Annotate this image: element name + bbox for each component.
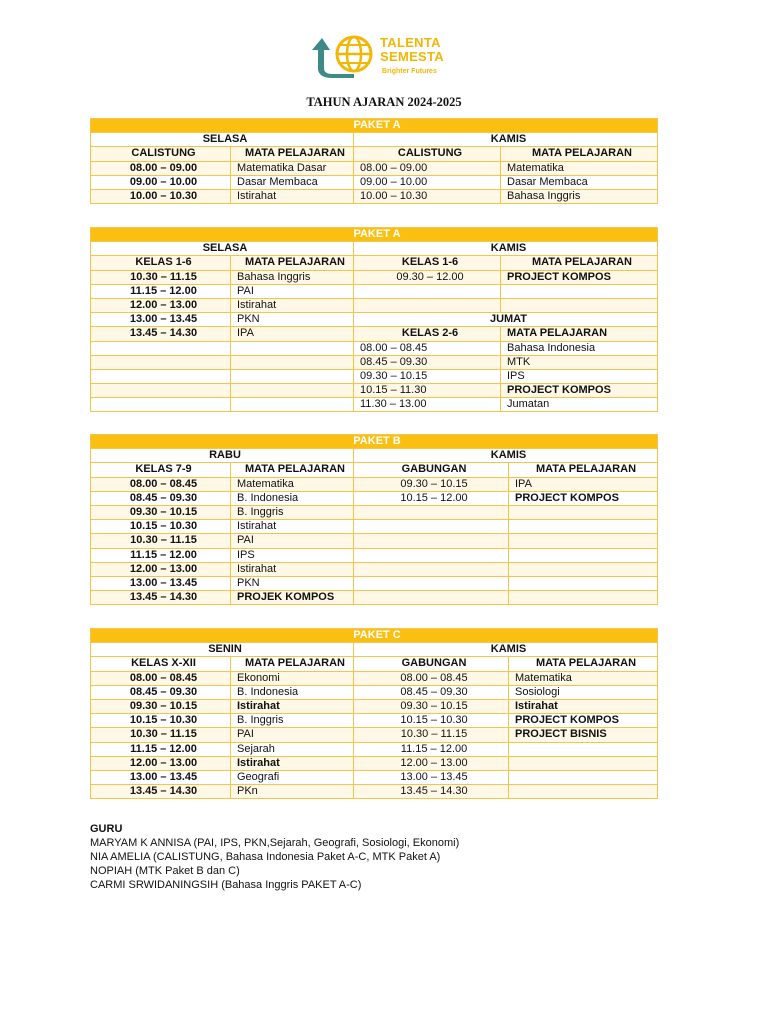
table-row xyxy=(91,384,658,398)
empty-cell xyxy=(509,505,658,519)
table-row xyxy=(91,548,658,562)
time-cell: 10.30 – 11.15 xyxy=(91,728,231,742)
day-header: SENIN xyxy=(91,643,354,657)
column-header: MATA PELAJARAN xyxy=(501,147,658,161)
column-header: MATA PELAJARAN xyxy=(231,657,354,671)
page-title: TAHUN AJARAN 2024-2025 xyxy=(306,95,462,109)
empty-cell xyxy=(91,398,231,412)
table-row xyxy=(91,785,658,799)
subject-cell: Jumatan xyxy=(501,398,658,412)
day-header: SELASA xyxy=(91,242,354,256)
table-row xyxy=(91,161,658,175)
empty-cell xyxy=(509,756,658,770)
time-cell: 13.00 – 13.45 xyxy=(91,313,231,327)
column-header: KELAS 7-9 xyxy=(91,463,231,477)
column-header: MATA PELAJARAN xyxy=(231,463,354,477)
schedule-table-paket-a-calistung xyxy=(90,118,658,204)
column-header: KELAS 2-6 xyxy=(354,327,501,341)
time-cell: 13.00 – 13.45 xyxy=(354,770,509,784)
empty-cell xyxy=(354,534,509,548)
empty-cell xyxy=(91,341,231,355)
time-cell: 10.15 – 10.30 xyxy=(91,520,231,534)
column-header: GABUNGAN xyxy=(354,463,509,477)
subject-cell: Istirahat xyxy=(231,562,354,576)
time-cell: 08.45 – 09.30 xyxy=(91,491,231,505)
table-row xyxy=(91,770,658,784)
table-row xyxy=(91,298,658,312)
table-row xyxy=(91,728,658,742)
empty-cell xyxy=(91,369,231,383)
teacher-line: NIA AMELIA (CALISTUNG, Bahasa Indonesia Paket A-C, MTK Paket A) xyxy=(90,851,441,863)
paket-band: PAKET C xyxy=(91,629,658,643)
empty-cell xyxy=(509,520,658,534)
time-cell: 10.30 – 11.15 xyxy=(91,534,231,548)
empty-cell xyxy=(509,548,658,562)
subject-cell: Dasar Membaca xyxy=(501,175,658,189)
time-cell: 09.30 – 12.00 xyxy=(354,270,501,284)
empty-cell xyxy=(91,355,231,369)
table-row xyxy=(91,520,658,534)
empty-cell xyxy=(509,770,658,784)
subject-cell: Bahasa Indonesia xyxy=(501,341,658,355)
table-row xyxy=(91,685,658,699)
column-header: MATA PELAJARAN xyxy=(231,256,354,270)
day-header: SELASA xyxy=(91,133,354,147)
subject-cell: PROJECT KOMPOS xyxy=(509,714,658,728)
teacher-line: NOPIAH (MTK Paket B dan C) xyxy=(90,865,240,877)
time-cell: 12.00 – 13.00 xyxy=(91,298,231,312)
subject-cell: PROJEK KOMPOS xyxy=(231,591,354,605)
time-cell: 13.45 – 14.30 xyxy=(91,327,231,341)
subject-cell: Istirahat xyxy=(231,298,354,312)
subject-cell: PAI xyxy=(231,728,354,742)
subject-cell: IPS xyxy=(501,369,658,383)
empty-cell xyxy=(509,742,658,756)
time-cell: 10.00 – 10.30 xyxy=(354,189,501,203)
time-cell: 08.00 – 08.45 xyxy=(354,341,501,355)
subject-cell: Bahasa Inggris xyxy=(501,189,658,203)
schedule-table-paket-b xyxy=(90,434,658,605)
subject-cell: PROJECT KOMPOS xyxy=(501,384,658,398)
table-row xyxy=(91,313,658,327)
table-row xyxy=(91,341,658,355)
time-cell: 08.00 – 09.00 xyxy=(91,161,231,175)
subject-cell: Istirahat xyxy=(231,520,354,534)
table-row xyxy=(91,756,658,770)
time-cell: 13.45 – 14.30 xyxy=(91,591,231,605)
column-header: CALISTUNG xyxy=(354,147,501,161)
subject-cell: Matematika xyxy=(509,671,658,685)
empty-cell xyxy=(501,298,658,312)
empty-cell xyxy=(354,562,509,576)
subject-cell: PROJECT KOMPOS xyxy=(509,491,658,505)
column-header: KELAS 1-6 xyxy=(91,256,231,270)
time-cell: 11.15 – 12.00 xyxy=(91,742,231,756)
subject-cell: PAI xyxy=(231,534,354,548)
time-cell: 09.30 – 10.15 xyxy=(354,477,509,491)
column-header: MATA PELAJARAN xyxy=(509,657,658,671)
column-header: MATA PELAJARAN xyxy=(231,147,354,161)
empty-cell xyxy=(509,562,658,576)
table-row xyxy=(91,491,658,505)
time-cell: 12.00 – 13.00 xyxy=(91,562,231,576)
time-cell: 13.45 – 14.30 xyxy=(91,785,231,799)
time-cell: 12.00 – 13.00 xyxy=(354,756,509,770)
schedule-table-paket-a-kelas xyxy=(90,227,658,412)
table-row xyxy=(91,284,658,298)
subject-cell: Matematika xyxy=(501,161,658,175)
subject-cell: B. Indonesia xyxy=(231,491,354,505)
logo-tagline: Brighter Futures xyxy=(382,68,437,75)
subject-cell: Ekonomi xyxy=(231,671,354,685)
time-cell: 11.15 – 12.00 xyxy=(91,284,231,298)
empty-cell xyxy=(354,591,509,605)
empty-cell xyxy=(231,398,354,412)
subject-cell: PKN xyxy=(231,576,354,590)
table-row xyxy=(91,175,658,189)
table-row xyxy=(91,327,658,341)
column-header: CALISTUNG xyxy=(91,147,231,161)
day-header: JUMAT xyxy=(354,313,658,327)
column-header: MATA PELAJARAN xyxy=(501,327,658,341)
empty-cell xyxy=(354,505,509,519)
time-cell: 08.00 – 08.45 xyxy=(354,671,509,685)
table-row xyxy=(91,355,658,369)
table-row xyxy=(91,742,658,756)
empty-cell xyxy=(231,369,354,383)
empty-cell xyxy=(509,534,658,548)
teacher-heading: GURU xyxy=(90,823,123,835)
time-cell: 13.00 – 13.45 xyxy=(91,576,231,590)
time-cell: 10.15 – 12.00 xyxy=(354,491,509,505)
time-cell: 10.00 – 10.30 xyxy=(91,189,231,203)
empty-cell xyxy=(231,384,354,398)
time-cell: 08.00 – 08.45 xyxy=(91,671,231,685)
empty-cell xyxy=(354,520,509,534)
time-cell: 08.45 – 09.30 xyxy=(91,685,231,699)
time-cell: 11.30 – 13.00 xyxy=(354,398,501,412)
column-header: KELAS X-XII xyxy=(91,657,231,671)
empty-cell xyxy=(509,591,658,605)
subject-cell: Bahasa Inggris xyxy=(231,270,354,284)
day-header: KAMIS xyxy=(354,643,658,657)
empty-cell xyxy=(509,785,658,799)
subject-cell: Geografi xyxy=(231,770,354,784)
time-cell: 10.30 – 11.15 xyxy=(354,728,509,742)
subject-cell: B. Inggris xyxy=(231,714,354,728)
subject-cell: Matematika xyxy=(231,477,354,491)
subject-cell: Matematika Dasar xyxy=(231,161,354,175)
table-row xyxy=(91,270,658,284)
day-header: KAMIS xyxy=(354,449,658,463)
time-cell: 11.15 – 12.00 xyxy=(354,742,509,756)
time-cell: 08.45 – 09.30 xyxy=(354,355,501,369)
subject-cell: PKn xyxy=(231,785,354,799)
teacher-list xyxy=(90,822,459,892)
subject-cell: Istirahat xyxy=(231,756,354,770)
empty-cell xyxy=(231,355,354,369)
subject-cell: MTK xyxy=(501,355,658,369)
teacher-line: MARYAM K ANNISA (PAI, IPS, PKN,Sejarah, Geografi, Sosiologi, Ekonomi) xyxy=(90,837,460,849)
table-row xyxy=(91,714,658,728)
time-cell: 08.00 – 08.45 xyxy=(91,477,231,491)
column-header: KELAS 1-6 xyxy=(354,256,501,270)
time-cell: 09.30 – 10.15 xyxy=(354,699,509,713)
time-cell: 10.15 – 10.30 xyxy=(354,714,509,728)
subject-cell: B. Indonesia xyxy=(231,685,354,699)
table-row xyxy=(91,505,658,519)
time-cell: 08.00 – 09.00 xyxy=(354,161,501,175)
time-cell: 09.00 – 10.00 xyxy=(91,175,231,189)
day-header: KAMIS xyxy=(354,242,658,256)
table-row xyxy=(91,591,658,605)
table-row xyxy=(91,562,658,576)
empty-cell xyxy=(354,284,501,298)
table-row xyxy=(91,477,658,491)
paket-band: PAKET A xyxy=(91,228,658,242)
subject-cell: PAI xyxy=(231,284,354,298)
paket-band: PAKET A xyxy=(91,119,658,133)
time-cell: 10.15 – 10.30 xyxy=(91,714,231,728)
empty-cell xyxy=(231,341,354,355)
column-header: MATA PELAJARAN xyxy=(501,256,658,270)
table-row xyxy=(91,189,658,203)
subject-cell: Sejarah xyxy=(231,742,354,756)
subject-cell: Istirahat xyxy=(509,699,658,713)
talenta-semesta-logo xyxy=(306,30,476,82)
empty-cell xyxy=(354,548,509,562)
subject-cell: IPA xyxy=(231,327,354,341)
table-row xyxy=(91,576,658,590)
empty-cell xyxy=(354,576,509,590)
subject-cell: Dasar Membaca xyxy=(231,175,354,189)
table-row xyxy=(91,671,658,685)
column-header: MATA PELAJARAN xyxy=(509,463,658,477)
subject-cell: Istirahat xyxy=(231,699,354,713)
column-header: GABUNGAN xyxy=(354,657,509,671)
paket-band: PAKET B xyxy=(91,435,658,449)
table-row xyxy=(91,534,658,548)
time-cell: 11.15 – 12.00 xyxy=(91,548,231,562)
time-cell: 08.45 – 09.30 xyxy=(354,685,509,699)
time-cell: 10.30 – 11.15 xyxy=(91,270,231,284)
time-cell: 09.30 – 10.15 xyxy=(91,699,231,713)
day-header: RABU xyxy=(91,449,354,463)
subject-cell: PKN xyxy=(231,313,354,327)
teacher-line: CARMI SRWIDANINGSIH (Bahasa Inggris PAKET A-C) xyxy=(90,879,362,891)
subject-cell: Sosiologi xyxy=(509,685,658,699)
time-cell: 12.00 – 13.00 xyxy=(91,756,231,770)
subject-cell: IPS xyxy=(231,548,354,562)
subject-cell: PROJECT KOMPOS xyxy=(501,270,658,284)
day-header: KAMIS xyxy=(354,133,658,147)
subject-cell: Istirahat xyxy=(231,189,354,203)
table-row xyxy=(91,398,658,412)
empty-cell xyxy=(354,298,501,312)
logo-wordmark: TALENTA SEMESTA xyxy=(380,35,444,64)
empty-cell xyxy=(91,384,231,398)
table-row xyxy=(91,369,658,383)
empty-cell xyxy=(501,284,658,298)
subject-cell: B. Inggris xyxy=(231,505,354,519)
time-cell: 09.30 – 10.15 xyxy=(354,369,501,383)
empty-cell xyxy=(509,576,658,590)
time-cell: 10.15 – 11.30 xyxy=(354,384,501,398)
time-cell: 09.00 – 10.00 xyxy=(354,175,501,189)
time-cell: 09.30 – 10.15 xyxy=(91,505,231,519)
time-cell: 13.00 – 13.45 xyxy=(91,770,231,784)
time-cell: 13.45 – 14.30 xyxy=(354,785,509,799)
globe-arrow-icon xyxy=(306,30,380,82)
subject-cell: IPA xyxy=(509,477,658,491)
subject-cell: PROJECT BISNIS xyxy=(509,728,658,742)
schedule-table-paket-c xyxy=(90,628,658,799)
table-row xyxy=(91,699,658,713)
